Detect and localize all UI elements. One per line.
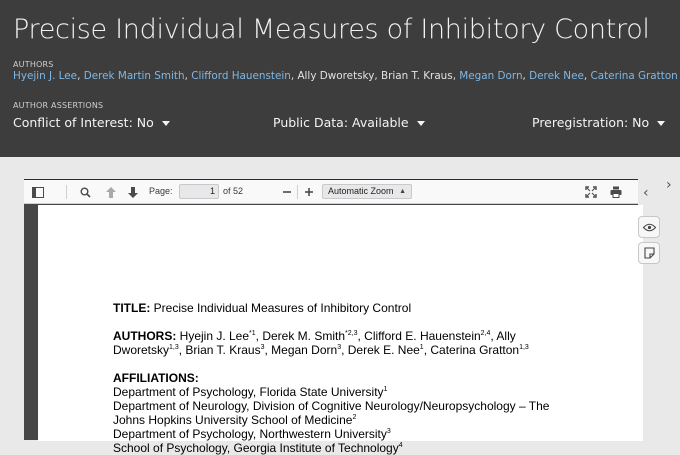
pdf-toolbar <box>24 180 638 204</box>
author-name: Brian T. Kraus <box>380 70 453 82</box>
presentation-mode-icon[interactable] <box>583 184 599 200</box>
public-data-dropdown[interactable] <box>273 115 425 130</box>
author-link[interactable]: Megan Dorn <box>459 70 523 82</box>
next-page-icon[interactable] <box>125 184 141 200</box>
caret-down-icon <box>657 121 665 126</box>
chevron-left-icon[interactable]: ‹ <box>643 185 649 201</box>
author-assertions-label: AUTHOR ASSERTIONS <box>13 101 104 110</box>
eye-icon <box>643 223 656 232</box>
chevron-right-icon[interactable]: › <box>666 177 672 193</box>
sidebar-toggle-icon[interactable] <box>30 184 46 200</box>
print-icon[interactable] <box>608 184 624 200</box>
preregistration-dropdown[interactable] <box>532 115 665 130</box>
caret-down-icon <box>162 121 170 126</box>
search-icon[interactable] <box>77 184 93 200</box>
previous-page-icon[interactable] <box>103 184 119 200</box>
zoom-out-icon[interactable] <box>279 184 295 200</box>
author-name: Ally Dworetsky <box>297 70 375 82</box>
preprint-header <box>0 0 680 157</box>
authors-label: AUTHORS <box>13 60 54 69</box>
page-number-input[interactable]: 1 <box>179 184 219 199</box>
pdf-viewer <box>24 179 638 455</box>
zoom-in-icon[interactable] <box>301 184 317 200</box>
author-link[interactable]: Clifford Hauenstein <box>191 70 291 82</box>
select-arrows-icon: ▲ <box>399 188 406 195</box>
conflict-of-interest-label: Conflict of Interest: No <box>13 115 154 130</box>
zoom-select-value: Automatic Zoom <box>328 186 394 196</box>
page-total: of 52 <box>223 186 244 196</box>
preregistration-label: Preregistration: No <box>532 115 650 130</box>
document-affiliations: AFFILIATIONS: Department of Psychology, Florida State University$^1$ Department of Neurology, Division of Cognitive Neurology/Neuropsychology – The Johns Hopkins University School of Medicine$^2$ Department of Psychology, Northwestern University$^3$ School of Psychology, Georgia Institute of Technology$^4$ <box>113 371 550 455</box>
author-link[interactable]: Hyejin J. Lee <box>13 70 78 82</box>
public-data-label: Public Data: Available <box>273 115 409 130</box>
conflict-of-interest-dropdown[interactable] <box>13 115 170 130</box>
author-link[interactable]: Caterina Gratton <box>590 70 678 82</box>
document-title: TITLE: Precise Individual Measures of Inhibitory Control <box>113 301 412 315</box>
document-content <box>113 301 583 455</box>
note-icon <box>644 247 655 259</box>
caret-down-icon <box>417 121 425 126</box>
author-link[interactable]: Derek Martin Smith <box>83 70 185 82</box>
document-authors: AUTHORS: Hyejin J. Lee$^{*1}$, Derek M. Smith$^{*2,3}$, Clifford E. Hauenstein$^{2,4}$, Ally Dworetsky$^{1,3}$, Brian T. Kraus$^3$, Megan Dorn$^3$, Derek E. Nee$^1$, Caterina Gratton$^{1,3}$ <box>113 329 529 357</box>
annotation-button[interactable] <box>638 242 660 264</box>
page-label: Page: <box>149 186 173 196</box>
page-title: Precise Individual Measures of Inhibitory Control <box>13 14 650 45</box>
author-list: Hyejin J. Lee, Derek Martin Smith, Clifford Hauenstein, Ally Dworetsky, Brian T. Kraus, Megan Dorn, Derek Nee, Caterina Gratton <box>13 70 678 82</box>
view-toggle-button[interactable] <box>638 216 660 238</box>
zoom-select[interactable] <box>322 184 412 199</box>
author-link[interactable]: Derek Nee <box>529 70 584 82</box>
pdf-page <box>38 205 643 455</box>
